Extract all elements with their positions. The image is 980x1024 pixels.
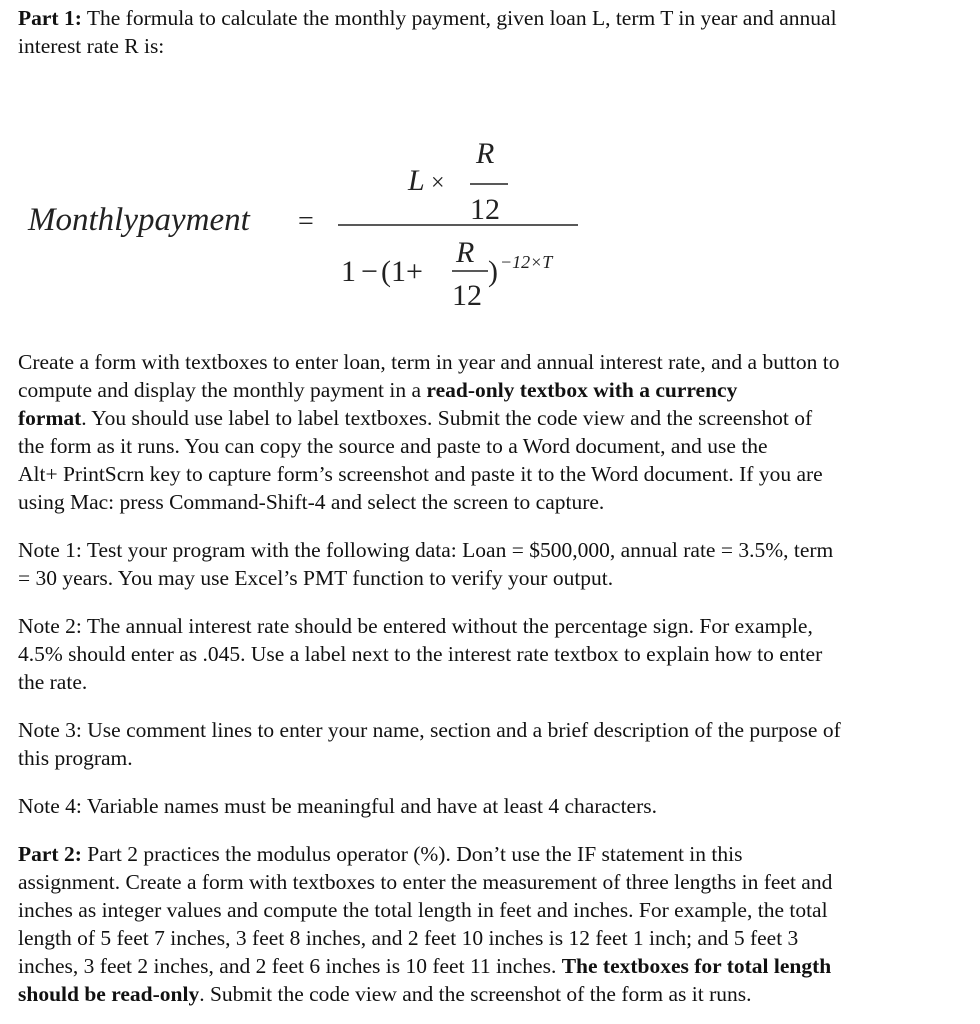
part2-line6-bold: should be read-only xyxy=(18,982,200,1006)
monthly-payment-formula xyxy=(18,80,948,320)
form-task-line2-bold: read-only textbox with a currency xyxy=(426,378,738,402)
formula-exponent: −12×T xyxy=(500,252,553,272)
form-task-line2a: compute and display the monthly payment in a xyxy=(18,378,427,402)
document xyxy=(18,4,948,1008)
note3-paragraph xyxy=(18,716,948,772)
part1-heading: Part 1: xyxy=(18,6,82,30)
form-task-line5: Alt+ PrintScrn key to capture form’s screenshot and paste it to the Word document. If you are xyxy=(18,462,823,486)
part2-line2: assignment. Create a form with textboxes to enter the measurement of three lengths in feet and xyxy=(18,870,833,894)
part1-intro-line1: The formula to calculate the monthly payment, given loan L, term T in year and annual xyxy=(81,6,837,30)
note4-line1: Note 4: Variable names must be meaningful and have at least 4 characters. xyxy=(18,794,657,818)
part2-line6b: . Submit the code view and the screenshot of the form as it runs. xyxy=(199,982,752,1006)
formula-den-R: R xyxy=(456,236,475,269)
formula-num-12: 12 xyxy=(470,193,500,226)
note2-line2: 4.5% should enter as .045. Use a label next to the interest rate textbox to explain how to enter xyxy=(18,642,823,666)
note4-paragraph xyxy=(18,792,948,820)
part2-line5-bold: The textboxes for total length xyxy=(561,954,832,978)
formula-den-12: 12 xyxy=(452,279,482,312)
form-task-line1: Create a form with textboxes to enter loan, term in year and annual interest rate, and a button to xyxy=(18,350,840,374)
formula-equals: = xyxy=(298,206,314,237)
note1-line1: Note 1: Test your program with the following data: Loan = $500,000, annual rate = 3.5%, term xyxy=(18,538,834,562)
part2-paragraph xyxy=(18,840,948,1008)
note3-line1: Note 3: Use comment lines to enter your name, section and a brief description of the purpose of xyxy=(18,718,841,742)
form-task-line3b: . You should use label to label textboxes. Submit the code view and the screenshot of xyxy=(81,406,813,430)
note1-paragraph xyxy=(18,536,948,592)
part1-intro xyxy=(18,4,948,60)
note2-line3: the rate. xyxy=(18,670,88,694)
formula-den-open: (1+ xyxy=(381,255,423,288)
part2-line5a: inches, 3 feet 2 inches, and 2 feet 6 inches is 10 feet 11 inches. xyxy=(18,954,562,978)
formula-figure xyxy=(18,80,618,320)
form-task-paragraph xyxy=(18,348,948,516)
note3-line2: this program. xyxy=(18,746,133,770)
formula-num-R: R xyxy=(476,137,495,170)
note2-paragraph xyxy=(18,612,948,696)
formula-den-one: 1 xyxy=(341,255,356,288)
formula-num-L: L xyxy=(408,164,425,197)
formula-den-minus: − xyxy=(361,255,378,288)
part2-heading: Part 2: xyxy=(18,842,82,866)
formula-lhs: Monthlypayment xyxy=(28,202,250,238)
form-task-line3-bold: format xyxy=(18,406,82,430)
part2-line3: inches as integer values and compute the total length in feet and inches. For example, the total xyxy=(18,898,828,922)
part2-line1: Part 2 practices the modulus operator (%). Don’t use the IF statement in this xyxy=(81,842,743,866)
formula-num-times: × xyxy=(431,170,445,196)
formula-den-close: ) xyxy=(488,255,498,288)
part1-intro-line2: interest rate R is: xyxy=(18,34,165,58)
note2-line1: Note 2: The annual interest rate should be entered without the percentage sign. For example, xyxy=(18,614,813,638)
form-task-line6: using Mac: press Command-Shift-4 and select the screen to capture. xyxy=(18,490,605,514)
note1-line2: = 30 years. You may use Excel’s PMT function to verify your output. xyxy=(18,566,614,590)
form-task-line4: the form as it runs. You can copy the source and paste to a Word document, and use the xyxy=(18,434,768,458)
part2-line4: length of 5 feet 7 inches, 3 feet 8 inches, and 2 feet 10 inches is 12 feet 1 inch; and 5 feet 3 xyxy=(18,926,799,950)
